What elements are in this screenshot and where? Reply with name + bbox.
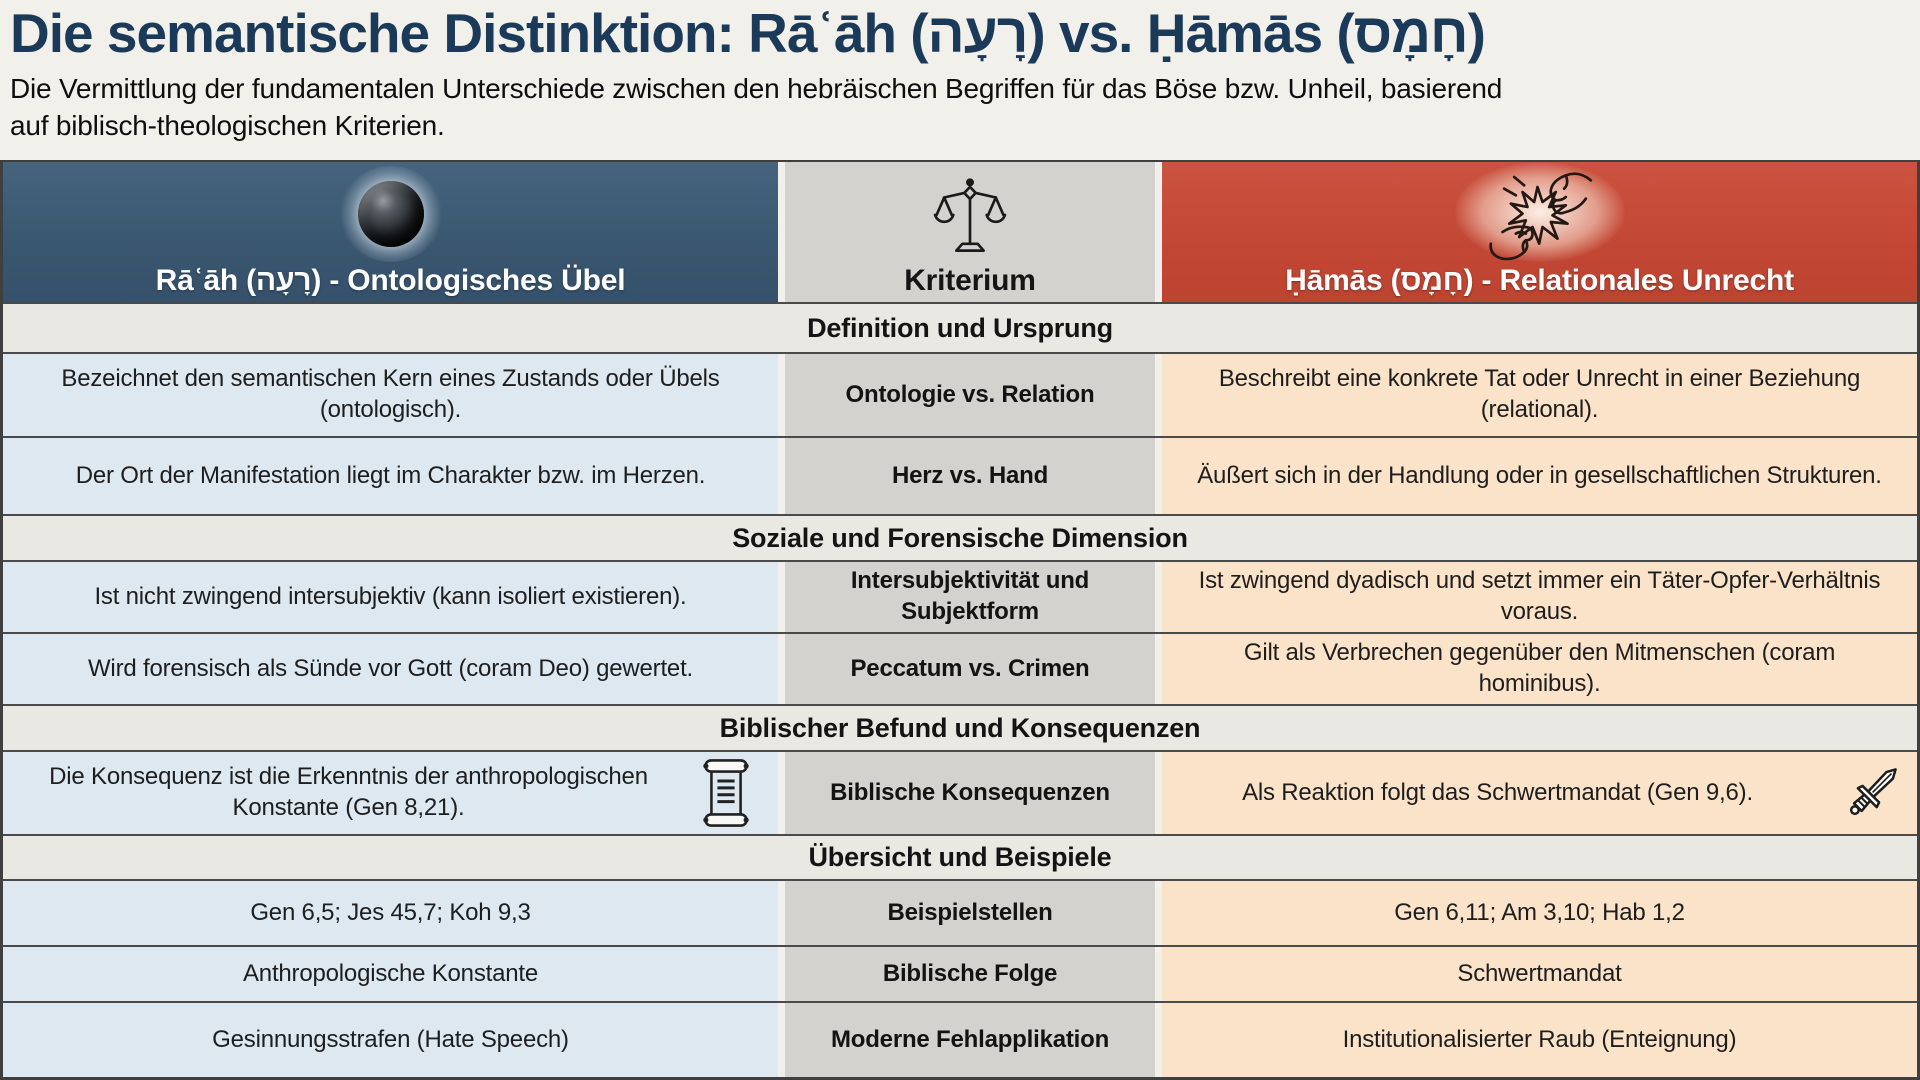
criterion-cell: Biblische Konsequenzen [785,752,1155,834]
raah-cell-text: Die Konsequenz ist die Erkenntnis der anthropologischen Konstante (Gen 8,21). [49,763,648,821]
section-title: Soziale und Forensische Dimension [732,522,1188,553]
section-title: Definition und Ursprung [807,312,1113,343]
raah-cell: Wird forensisch als Sünde vor Gott (coram Deo) gewertet. [3,634,778,704]
comparison-table [0,160,1920,1080]
raah-header-label: Rāʿāh (רָעָה) - Ontologisches Übel [155,264,626,297]
criterion-cell: Ontologie vs. Relation [785,354,1155,436]
raah-cell: Gesinnungsstrafen (Hate Speech) [3,1003,778,1077]
raah-cell: Bezeichnet den semantischen Kern eines Zustands oder Übels (ontologisch). [3,354,778,436]
hamas-cell-text: Als Reaktion folgt das Schwertmandat (Gen 9,6). [1242,778,1753,806]
hamas-cell: Gen 6,11; Am 3,10; Hab 1,2 [1162,881,1917,945]
raah-cell: Der Ort der Manifestation liegt im Charakter bzw. im Herzen. [3,438,778,514]
hamas-header-label: Ḥāmās (חָמָס) - Relationales Unrecht [1285,264,1794,297]
table-row [3,352,1917,436]
raah-cell: Anthropologische Konstante [3,947,778,1001]
hamas-cell: Schwertmandat [1162,947,1917,1001]
balance-scale-icon [932,177,1008,262]
table-header-row [3,162,1917,302]
clashing-fists-icon [1455,162,1625,262]
table-row [3,560,1917,632]
dark-orb-icon [339,166,443,262]
hamas-cell: Institutionalisierter Raub (Enteignung) [1162,1003,1917,1077]
sword-icon [1837,758,1907,828]
section-row [3,834,1917,879]
criterion-cell: Moderne Fehlapplikation [785,1003,1155,1077]
hamas-cell: Beschreibt eine konkrete Tat oder Unrecht in einer Beziehung (relational). [1162,354,1917,436]
table-row [3,1001,1917,1077]
criterion-cell: Intersubjektivität und Subjektform [785,562,1155,632]
table-row [3,945,1917,1001]
section-row [3,704,1917,750]
raah-column-header [3,162,778,307]
title-block [0,0,1920,144]
page-subtitle: Die Vermittlung der fundamentalen Unterschiede zwischen den hebräischen Begriffen für das Böse bzw. Unheil, basierend auf biblisch-theologischen Kriterien. [10,73,1503,141]
table-row [3,436,1917,514]
table-row [3,879,1917,945]
raah-cell: Ist nicht zwingend intersubjektiv (kann isoliert existieren). [3,562,778,632]
hamas-column-header [1162,162,1917,307]
section-title: Biblischer Befund und Konsequenzen [719,712,1201,743]
table-row [3,750,1917,834]
criterion-column-header [785,162,1155,307]
section-row [3,302,1917,352]
raah-cell: Gen 6,5; Jes 45,7; Koh 9,3 [3,881,778,945]
hamas-cell: Ist zwingend dyadisch und setzt immer ein Täter-Opfer-Verhältnis voraus. [1162,562,1917,632]
table-row [3,632,1917,704]
hamas-cell: Gilt als Verbrechen gegenüber den Mitmenschen (coram hominibus). [1162,634,1917,704]
criterion-cell: Biblische Folge [785,947,1155,1001]
criterion-header-label: Kriterium [904,264,1036,297]
section-row [3,514,1917,560]
section-title: Übersicht und Beispiele [808,842,1112,872]
raah-cell [3,752,778,834]
criterion-cell: Beispielstellen [785,881,1155,945]
page-title: Die semantische Distinktion: Rāʿāh (רָעָה) vs. Ḥāmās (חָמָס) [10,2,1485,64]
hamas-cell [1162,752,1917,834]
hamas-cell: Äußert sich in der Handlung oder in gesellschaftlichen Strukturen. [1162,438,1917,514]
criterion-cell: Peccatum vs. Crimen [785,634,1155,704]
criterion-cell: Herz vs. Hand [785,438,1155,514]
torah-scroll-icon [700,757,752,829]
